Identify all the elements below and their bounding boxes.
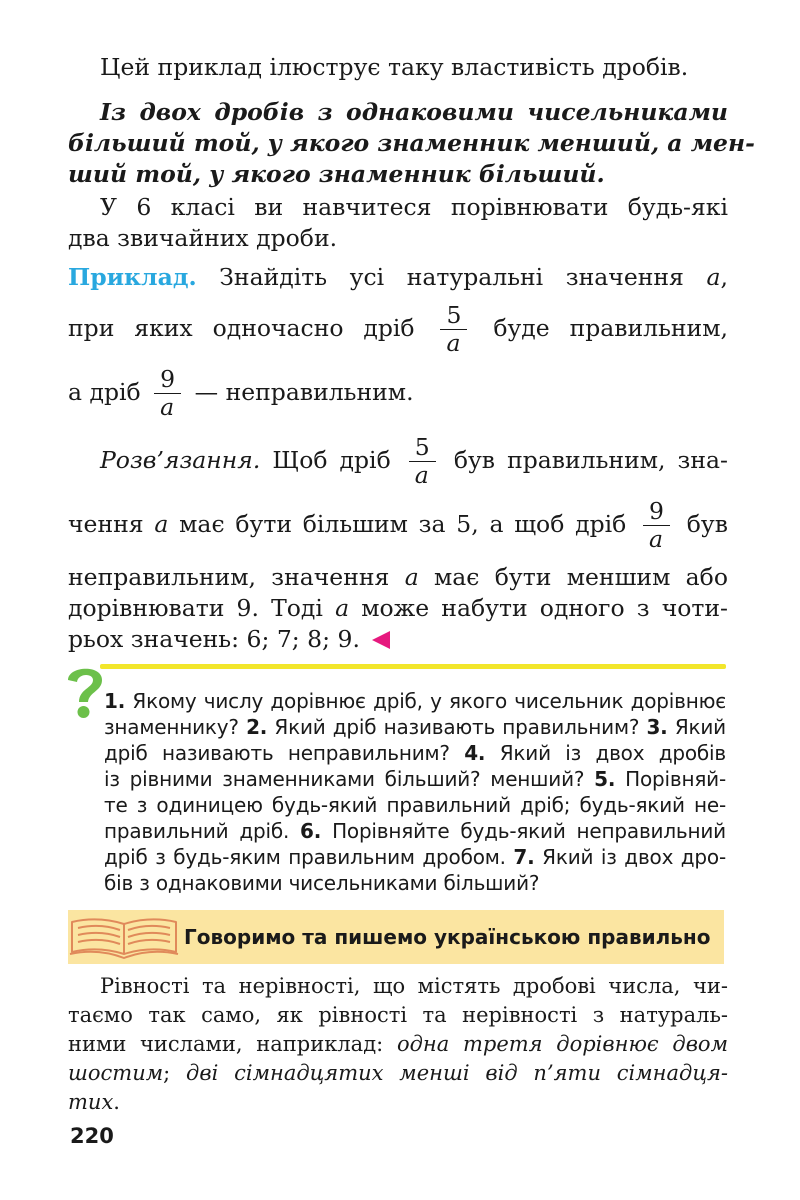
grade6-line-2: два звичайних дроби. <box>68 224 338 252</box>
question-text: Який із двох дробів <box>499 741 726 765</box>
paragraph-intro <box>68 52 728 83</box>
frac-den: a <box>414 461 429 489</box>
solution-text-2b: має бути більшим за 5, а щоб дріб <box>179 510 627 538</box>
example-block <box>68 262 728 293</box>
question-number: 1. <box>104 689 126 713</box>
question-text: Порівняй- <box>625 767 726 791</box>
fraction-9-over-a <box>643 498 670 554</box>
example-text-2a: при яких одночасно дріб <box>68 314 415 342</box>
frac-num: 5 <box>440 302 467 331</box>
question-text: із рівними знаменниками більший? менший? <box>104 767 585 791</box>
example-text-2b: буде правильним, <box>493 314 728 342</box>
question-number: 5. <box>594 767 616 791</box>
example-line-3 <box>68 362 728 422</box>
end-of-solution-triangle-icon <box>372 631 390 649</box>
intro-line: Цей приклад ілюструє таку властивість дробів. <box>100 53 689 81</box>
question-number: 6. <box>300 819 322 843</box>
question-text: правильний дріб. <box>104 819 290 843</box>
questions-divider <box>100 664 726 669</box>
question-number: 2. <box>246 715 268 739</box>
closing-text: ними числами, наприклад: <box>68 1032 384 1056</box>
solution-text-4b: може набути одного з чоти- <box>361 594 728 622</box>
question-text: знаменнику? <box>104 715 239 739</box>
frac-num: 9 <box>643 498 670 527</box>
rule-statement <box>68 97 755 190</box>
fraction-5-over-a <box>409 434 436 490</box>
question-number: 4. <box>464 741 486 765</box>
solution-line-1 <box>68 430 728 490</box>
closing-paragraph <box>68 972 728 1117</box>
banner-title: Говоримо та пишемо українською правильно <box>184 925 711 949</box>
frac-num: 5 <box>409 434 436 463</box>
questions-block <box>104 688 726 896</box>
solution-text-2a: чення <box>68 510 144 538</box>
closing-text: ; <box>163 1061 171 1085</box>
open-book-icon <box>68 914 180 960</box>
fraction-9-over-a <box>154 366 181 422</box>
solution-line-2 <box>68 494 728 554</box>
question-text: Порівняйте будь-який неправильний <box>332 819 726 843</box>
question-text: дріб з будь-яким правильним дробом. <box>104 845 506 869</box>
example-text-3b: — неправильним. <box>194 378 414 406</box>
variable-a: a <box>706 263 721 291</box>
question-text: Який із двох дро- <box>542 845 726 869</box>
solution-label: Розв’язання. <box>100 446 261 474</box>
frac-num: 9 <box>154 366 181 395</box>
variable-a: a <box>335 594 350 622</box>
rule-line-2: більший той, у якого знаменник менший, а мен- <box>68 129 755 157</box>
solution-text-1a: Щоб дріб <box>272 446 391 474</box>
question-text: дріб називають неправильним? <box>104 741 450 765</box>
solution-text-3a: неправильним, значення <box>68 563 390 591</box>
closing-italic: шостим <box>68 1061 164 1085</box>
question-text: бів з однаковими чисельниками більший? <box>104 871 540 895</box>
solution-text-4a: дорівнювати 9. Тоді <box>68 594 323 622</box>
example-comma: , <box>720 263 728 291</box>
variable-a: a <box>404 563 419 591</box>
frac-den: a <box>446 329 461 357</box>
frac-den: a <box>649 525 664 553</box>
closing-italic: одна третя дорівнює двом <box>396 1032 728 1056</box>
solution-text-1b: був правильним, зна- <box>453 446 728 474</box>
rule-line-3: ший той, у якого знаменник більший. <box>68 160 605 188</box>
closing-italic: дві сімнадцятих менші від п’яти сімнадця- <box>186 1061 728 1085</box>
rule-line-1: Із двох дробів з однаковими чисельниками <box>100 98 728 126</box>
grade6-line-1: У 6 класі ви навчитеся порівнювати будь-які <box>100 193 728 221</box>
variable-a: a <box>154 510 169 538</box>
example-text-1: Знайдіть усі натуральні значення <box>219 263 684 291</box>
fraction-5-over-a <box>440 302 467 358</box>
question-number: 7. <box>513 845 535 869</box>
closing-italic: тих <box>68 1090 114 1114</box>
question-number: 3. <box>646 715 668 739</box>
question-text: Якому числу дорівнює дріб, у якого чисельник дорівнює <box>132 689 726 713</box>
example-label: Приклад. <box>68 263 197 291</box>
solution-rest <box>68 562 728 655</box>
solution-text-5: рьох значень: 6; 7; 8; 9. <box>68 625 360 653</box>
closing-text: . <box>113 1090 120 1114</box>
closing-line-2: таємо так само, як рівності та нерівності з натураль- <box>68 1003 728 1027</box>
frac-den: a <box>160 393 175 421</box>
solution-text-2c: був <box>686 510 728 538</box>
solution-text-3b: має бути меншим або <box>434 563 728 591</box>
question-text: те з одиницею будь-який правильний дріб; будь-який не- <box>104 793 726 817</box>
example-text-3a: а дріб <box>68 378 141 406</box>
example-line-2 <box>68 298 728 358</box>
question-text: Який <box>674 715 726 739</box>
closing-line-1: Рівності та нерівності, що містять дробові числа, чи- <box>100 974 728 998</box>
question-mark-icon <box>62 660 108 720</box>
question-text: Який дріб називають правильним? <box>274 715 640 739</box>
section-banner <box>68 910 724 964</box>
paragraph-grade6 <box>68 192 728 254</box>
page-number: 220 <box>70 1124 114 1148</box>
